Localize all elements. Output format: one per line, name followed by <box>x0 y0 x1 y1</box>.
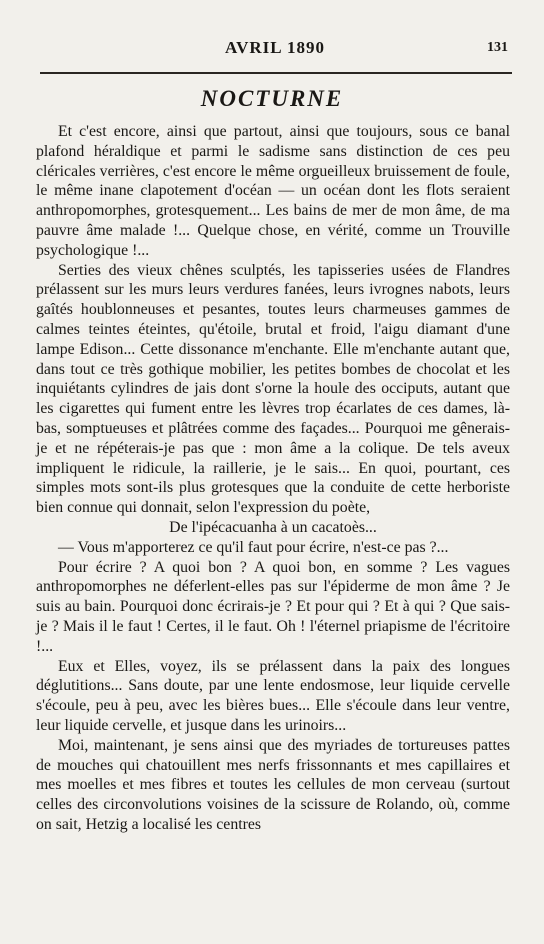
header-rule <box>40 72 512 74</box>
page-header <box>40 38 510 62</box>
page-number: 131 <box>487 40 508 55</box>
article-title: NOCTURNE <box>200 86 344 111</box>
paragraph: — Vous m'apporterez ce qu'il faut pour écrire, n'est-ce pas ?... <box>58 538 449 556</box>
article-body <box>36 122 510 835</box>
paragraph: Serties des vieux chênes sculptés, les tapisseries usées de Flandres prélassent sur les murs leurs verdures fanées, leurs ivrognes nabots, leurs gaîtés houblonneuses et pesantes, toutes leurs charmeuses gammes de calmes teintes éteintes, qu'étoile, brutal et froid, l'aigu diamant d'une lampe Edison... Cette dissonance m'enchante. Elle m'enchante autant que, dans tout ce très gothique mobilier, les petites bombes de chocolat et les inquiétants cylindres de jais dont s'orne la houle des occiputs, autant que les cigarettes qui fument entre les lèvres trop écarlates de ces dames, là-bas, somptueuses et plâtrées comme des façades... Pourquoi me gênerais-je et ne répéterais-je pas que : mon âme a la colique. De tels aveux impliquent le ridicule, la raillerie, je le sais... En quoi, pourtant, ces simples mots sont-ils plus grotesques que la conduite de cette herboriste bien connue qui donnait, selon l'expression du poète, <box>36 261 510 517</box>
running-title: AVRIL 1890 <box>225 38 325 57</box>
paragraph: Moi, maintenant, je sens ainsi que des myriades de tortureuses pattes de mouches qui chatouillent mes nerfs frissonnants et mes capillaires et mes moelles et mes fibres et toutes les cellules de mon cerveau (surtout celles des circonvolutions voisines de la scissure de Rolando, où, comme on sait, Hetzig a localisé les centres <box>36 736 510 833</box>
paragraph: Pour écrire ? A quoi bon ? A quoi bon, en somme ? Les vagues anthropomorphes ne déferlent-elles pas sur l'épiderme de mon âme ? Je suis au bain. Pourquoi donc écrirais-je ? Et pour qui ? Et à qui ? Que sais-je ? Mais il le faut ! Certes, il le faut. Oh ! l'éternel priapisme de l'écritoire !... <box>36 558 510 655</box>
paragraph: Et c'est encore, ainsi que partout, ainsi que toujours, sous ce banal plafond héraldique et parmi le sadisme sans distinction de ces peu cléricales verrières, c'est encore le même orgueilleux bruissement de foule, le même inane clapotement d'océan — un océan dont les flots seraient anthropomorphes, grotesquement... Les bains de mer de mon âme, de ma pauvre âme malade !... Quelque chose, en vérité, comme un Trouville psychologique !... <box>36 123 510 259</box>
verse-quotation: De l'ipécacuanha à un cacatoès... <box>169 518 377 536</box>
paragraph: Eux et Elles, voyez, ils se prélassent dans la paix des longues déglutitions... Sans doute, par une lente endosmose, leur liquide cervelle s'écoule, peu à peu, avec les bières bues... Elle s'écoule dans leur ventre, leur liquide cervelle, et jusque dans les urinoirs... <box>36 657 510 734</box>
